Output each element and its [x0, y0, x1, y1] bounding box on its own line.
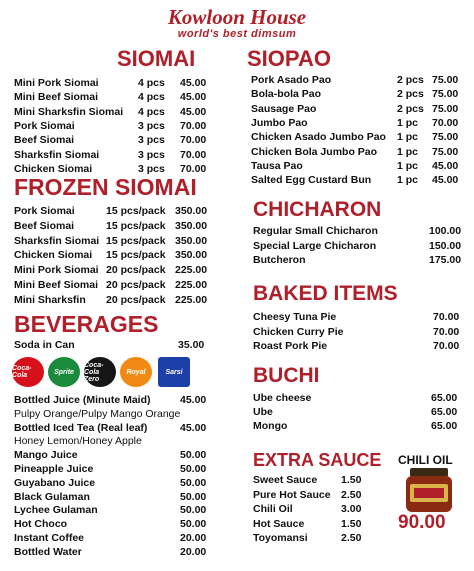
coca-cola-logo: Coca-Cola	[12, 357, 44, 387]
item-price: 45.00	[432, 174, 459, 187]
soda-logos	[12, 357, 202, 387]
item-name: Bottled Juice (Minute Maid)	[14, 394, 151, 406]
item-name: Chicken Curry Pie	[253, 325, 344, 338]
item-price: 70.00	[180, 162, 207, 175]
item-qty: 20 pcs/pack	[106, 279, 166, 291]
item-name: Salted Egg Custard Bun	[251, 174, 372, 187]
item-price: 20.00	[180, 545, 207, 558]
chili-oil-jar-image	[396, 466, 462, 514]
item-qty: 3 pcs	[138, 148, 165, 161]
brand-name: Kowloon House	[167, 5, 307, 29]
item-price: 45.00	[180, 105, 207, 118]
item-price: 100.00	[429, 225, 462, 237]
item-name: Chicken Siomai	[14, 162, 93, 175]
item-name: Black Gulaman	[14, 490, 90, 503]
frozen-siomai-title: FROZEN SIOMAI	[14, 174, 197, 200]
item-name: Mini Beef Siomai	[14, 279, 99, 291]
item-price: 45.00	[180, 77, 207, 89]
item-name: Sharksfin Siomai	[14, 234, 100, 247]
soda-name: Soda in Can	[14, 339, 75, 351]
item-price: 1.50	[341, 517, 362, 530]
item-price: 20.00	[180, 532, 207, 544]
item-price: 150.00	[429, 239, 462, 252]
item-name: Toyomansi	[253, 532, 308, 545]
item-name: Honey Lemon/Honey Apple	[14, 435, 142, 448]
item-qty: 1 pc	[397, 116, 419, 129]
royal-logo: Royal	[120, 357, 152, 387]
item-name: Chicken Asado Jumbo Pao	[251, 131, 386, 144]
item-name: Mini Sharksfin	[14, 293, 86, 306]
item-qty: 2 pcs	[397, 102, 424, 115]
item-price: 75.00	[432, 102, 459, 115]
item-name: Hot Choco	[14, 518, 68, 531]
beverages-title: BEVERAGES	[14, 311, 159, 337]
item-price: 70.00	[180, 134, 207, 147]
chili-oil-price: 90.00	[398, 512, 446, 533]
item-name: Beef Siomai	[14, 134, 75, 147]
item-price: 70.00	[433, 311, 460, 323]
item-qty: 3 pcs	[138, 134, 165, 147]
item-name: Guyabano Juice	[14, 476, 96, 489]
item-price: 2.50	[341, 532, 362, 545]
item-name: Bottled Iced Tea (Real leaf)	[14, 421, 148, 434]
item-price: 70.00	[180, 148, 207, 161]
item-name: Hot Sauce	[253, 517, 305, 530]
item-price: 75.00	[432, 88, 459, 101]
item-name: Mini Pork Siomai	[14, 264, 99, 277]
item-name: Pork Siomai	[14, 119, 75, 132]
item-name: Pineapple Juice	[14, 463, 94, 475]
item-price: 65.00	[431, 406, 458, 419]
item-qty: 4 pcs	[138, 77, 165, 89]
item-price: 70.00	[180, 119, 207, 132]
item-name: Mongo	[253, 420, 288, 433]
item-price: 350.00	[175, 249, 208, 262]
item-name: Pure Hot Sauce	[253, 488, 331, 501]
item-name: Bottled Water	[14, 545, 82, 558]
item-qty: 1 pc	[397, 145, 419, 158]
item-price: 75.00	[432, 74, 459, 86]
item-price: 50.00	[180, 504, 207, 517]
brand-tagline: world's best dimsum	[177, 28, 297, 40]
item-price: 225.00	[175, 279, 208, 291]
item-price: 45.00	[180, 91, 207, 104]
item-name: Chicken Bola Jumbo Pao	[251, 145, 378, 158]
item-name: Bola-bola Pao	[251, 88, 322, 101]
item-price: 350.00	[175, 234, 208, 247]
item-name: Pork Siomai	[14, 205, 75, 217]
sarsi-logo: Sarsi	[158, 357, 190, 387]
item-price: 75.00	[432, 131, 459, 144]
item-name: Mango Juice	[14, 449, 78, 462]
item-name: Butcheron	[253, 254, 306, 266]
item-price: 45.00	[180, 394, 207, 406]
item-price: 70.00	[432, 116, 459, 129]
item-qty: 15 pcs/pack	[106, 234, 166, 247]
sprite-logo: Sprite	[48, 357, 80, 387]
item-name: Special Large Chicharon	[253, 239, 377, 252]
item-name: Pulpy Orange/Pulpy Mango Orange	[14, 407, 181, 420]
buchi-title: BUCHI	[253, 364, 320, 387]
item-name: Lychee Gulaman	[14, 504, 98, 517]
item-name: Regular Small Chicharon	[253, 225, 378, 237]
item-price: 50.00	[180, 449, 207, 462]
item-qty: 20 pcs/pack	[106, 264, 166, 277]
item-price: 1.50	[341, 474, 362, 486]
item-qty: 20 pcs/pack	[106, 293, 166, 306]
item-qty: 2 pcs	[397, 88, 424, 101]
item-price: 50.00	[180, 518, 207, 531]
item-qty: 2 pcs	[397, 74, 424, 86]
item-name: Mini Sharksfin Siomai	[14, 105, 124, 118]
chili-oil-title: CHILI OIL	[398, 453, 453, 467]
item-name: Sausage Pao	[251, 102, 317, 115]
chicharon-title: CHICHARON	[253, 198, 382, 221]
siomai-title: SIOMAI	[117, 46, 196, 71]
item-price: 50.00	[180, 476, 207, 489]
item-name: Mini Pork Siomai	[14, 77, 99, 89]
baked-items-title: BAKED ITEMS	[253, 282, 398, 305]
item-qty: 1 pc	[397, 131, 419, 144]
item-name: Cheesy Tuna Pie	[253, 311, 337, 323]
item-price: 70.00	[433, 340, 460, 352]
item-name: Tausa Pao	[251, 159, 303, 172]
item-name: Mini Beef Siomai	[14, 91, 99, 104]
item-price: 70.00	[433, 325, 460, 338]
brand-header	[0, 6, 474, 40]
item-price: 350.00	[175, 219, 208, 232]
item-qty: 15 pcs/pack	[106, 249, 166, 262]
item-price: 50.00	[180, 490, 207, 503]
item-qty: 15 pcs/pack	[106, 219, 166, 232]
item-price: 45.00	[180, 421, 207, 434]
item-price: 65.00	[431, 420, 458, 433]
soda-price: 35.00	[178, 339, 205, 351]
item-name: Beef Siomai	[14, 219, 75, 232]
item-qty: 4 pcs	[138, 105, 165, 118]
item-price: 3.00	[341, 503, 362, 516]
item-price: 75.00	[432, 145, 459, 158]
item-price: 350.00	[175, 205, 208, 217]
item-name: Chicken Siomai	[14, 249, 93, 262]
item-name: Pork Asado Pao	[251, 74, 332, 86]
item-qty: 1 pc	[397, 159, 419, 172]
item-name: Ube	[253, 406, 273, 419]
item-price: 50.00	[180, 463, 207, 475]
item-qty: 3 pcs	[138, 119, 165, 132]
item-qty: 4 pcs	[138, 91, 165, 104]
item-price: 175.00	[429, 254, 462, 266]
item-name: Roast Pork Pie	[253, 340, 328, 352]
item-qty: 15 pcs/pack	[106, 205, 166, 217]
item-price: 65.00	[431, 392, 458, 404]
item-price: 2.50	[341, 488, 362, 501]
item-name: Jumbo Pao	[251, 116, 308, 129]
siopao-title: SIOPAO	[247, 46, 331, 71]
extra-sauce-title: EXTRA SAUCE	[253, 450, 382, 470]
item-name: Chili Oil	[253, 503, 293, 516]
item-qty: 3 pcs	[138, 162, 165, 175]
item-price: 225.00	[175, 264, 208, 277]
item-name: Instant Coffee	[14, 532, 85, 544]
coke-zero-logo: Coca-Cola Zero	[84, 357, 116, 387]
item-qty: 1 pc	[397, 174, 419, 187]
item-price: 45.00	[432, 159, 459, 172]
item-name: Sharksfin Siomai	[14, 148, 100, 161]
item-price: 225.00	[175, 293, 208, 306]
item-name: Sweet Sauce	[253, 474, 318, 486]
item-name: Ube cheese	[253, 392, 312, 404]
